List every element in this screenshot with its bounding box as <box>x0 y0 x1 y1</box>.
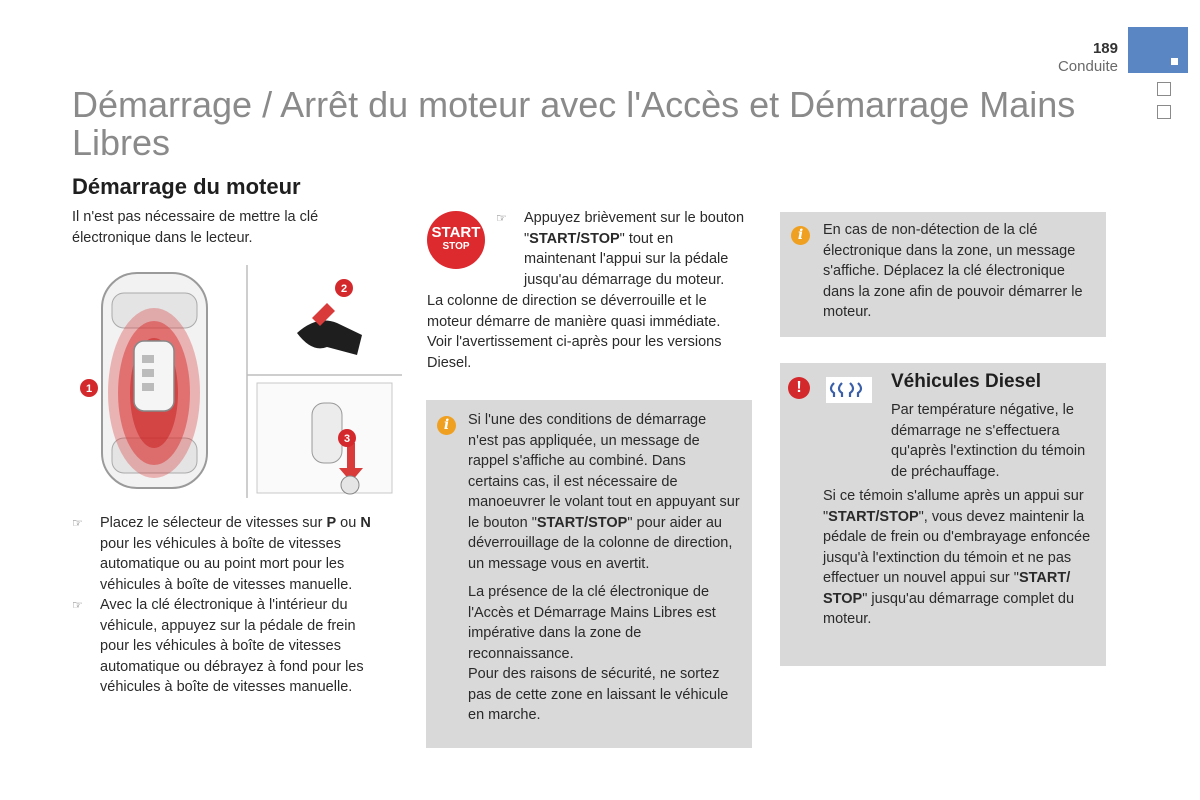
info-text: " pour aider au déverrouillage de la colonne de direction, un message vous en avertit. <box>468 514 733 572</box>
list-item <box>72 595 382 698</box>
bullet-arrow-icon: ☞ <box>72 516 83 530</box>
gear-p: P <box>326 515 337 531</box>
left-bullet-list <box>72 513 382 698</box>
page-title: Démarrage / Arrêt du moteur avec l'Accès et Démarrage Mains Libres <box>72 84 1076 163</box>
intro-text: Il n'est pas nécessaire de mettre la clé électronique dans le lecteur. <box>72 209 319 246</box>
start-stop-bold: START/STOP <box>828 508 919 525</box>
bullet-text: Appuyez brièvement sur le bouton " <box>524 210 745 247</box>
bullet-text: Placez le sélecteur de vitesses sur <box>100 515 327 531</box>
middle-paragraph: La colonne de direction se déverrouille et le moteur démarre de manière quasi immédiate. Voir l'avertissement ci-après pour les versions Diesel. <box>427 293 722 371</box>
info-paragraph: La présence de la clé électronique de l'Accès et Démarrage Mains Libres est impérative dans la zone de reconnaissance. <box>468 584 716 662</box>
diesel-text: ", vous devez maintenir la pédale de frein ou d'embrayage enfoncée jusqu'à l'extinction du témoin et ne pas effectuer un nouvel appui sur " <box>823 508 1091 586</box>
info-box-text <box>468 410 740 726</box>
bullet-text: pour les véhicules à boîte de vitesses automatique ou au point mort pour les véhicules à boîte de vitesses manuelle. <box>100 535 353 593</box>
start-stop-button-icon <box>427 211 485 269</box>
start-stop-bold: START/STOP <box>536 514 628 531</box>
chapter-tab-empty <box>1157 82 1171 96</box>
diesel-title: Véhicules Diesel <box>891 371 1041 392</box>
info-icon: i <box>791 226 810 245</box>
info-box-key-detection <box>780 212 1106 337</box>
diesel-text: " jusqu'au démarrage complet du moteur. <box>823 590 1075 627</box>
list-item <box>496 208 746 290</box>
diesel-text: Si ce témoin s'allume après un appui sur " <box>823 488 1084 525</box>
start-label: START <box>431 224 481 241</box>
gear-n: N <box>360 515 371 531</box>
tab-marker-icon <box>1171 58 1178 65</box>
info-paragraph: Pour des raisons de sécurité, ne sortez pas de cette zone en laissant le véhicule en marche. <box>468 666 729 723</box>
info-box-start-conditions <box>426 400 752 748</box>
svg-text:2: 2 <box>340 283 348 295</box>
start-stop-bold: START/STOP <box>529 230 620 247</box>
bullet-arrow-icon: ☞ <box>72 598 83 612</box>
section-subtitle: Démarrage du moteur <box>72 174 301 199</box>
callout-1: 1 <box>85 383 93 395</box>
info-box-text: En cas de non-détection de la clé électronique dans la zone, un message s'affiche. Déplacez la clé électronique dans la zone afin de pouvoir démarrer le moteur. <box>823 222 1083 320</box>
bullet-text: " tout en maintenant l'appui sur la pédale jusqu'au démarrage du moteur. <box>524 230 729 288</box>
chapter-tab <box>1128 27 1188 73</box>
start-stop-bold: START/ STOP <box>823 570 1071 607</box>
svg-text:3: 3 <box>343 433 351 445</box>
bullet-text: ou <box>336 515 361 531</box>
diesel-paragraph <box>823 486 1095 630</box>
list-item <box>72 513 382 595</box>
stop-label: STOP <box>442 241 470 252</box>
preheating-glow-plug-icon <box>826 377 872 408</box>
warning-icon: ! <box>788 377 810 399</box>
info-text: Si l'une des conditions de démarrage n'est pas appliquée, un message de rappel s'affiche au combiné. Dans certains cas, il est nécessaire de manoeuvrer le volant tout en appuyant sur le bouton " <box>468 412 740 531</box>
page-number: 189 <box>1092 40 1118 57</box>
section-name: Conduite <box>1057 58 1118 75</box>
diesel-paragraph: Par température négative, le démarrage ne s'effectuera qu'après l'extinction du témoin de préchauffage. <box>891 402 1086 480</box>
chapter-tab-empty <box>1157 105 1171 119</box>
info-icon: i <box>437 416 456 435</box>
bullet-text: Avec la clé électronique à l'intérieur du véhicule, appuyez sur la pédale de frein pour les véhicules à boîte de vitesses automatique ou débrayez à fond pour les véhicules à boîte de vitesses manuelle. <box>100 597 364 695</box>
bullet-arrow-icon: ☞ <box>496 211 507 225</box>
middle-bullet <box>496 208 746 290</box>
info-paragraph <box>468 410 740 574</box>
car-diagram-illustration <box>72 263 402 500</box>
illustration <box>72 263 402 500</box>
warning-box-diesel <box>780 363 1106 666</box>
